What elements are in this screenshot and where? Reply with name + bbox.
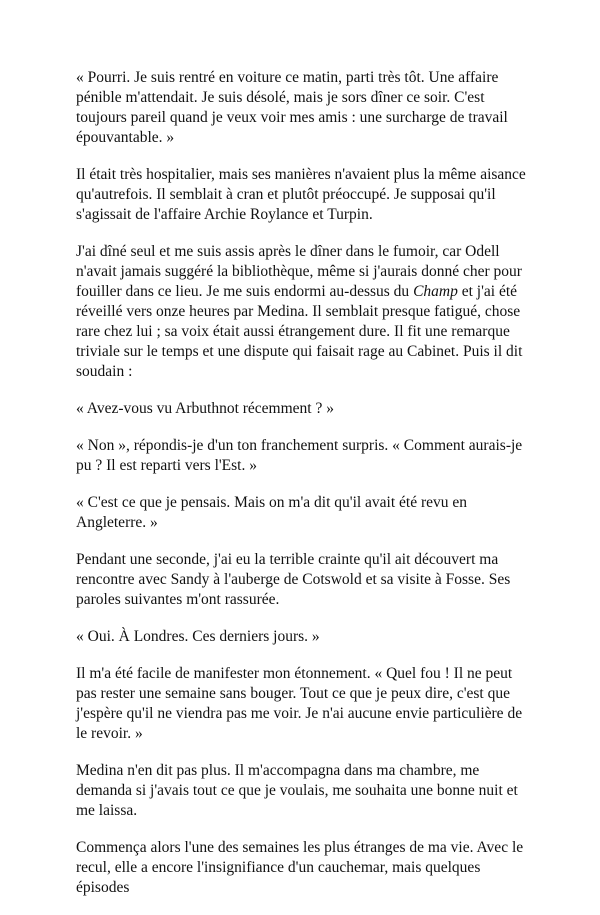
- paragraph-3: [76, 242, 536, 382]
- paragraph-3-text-after: et j'ai été réveillé vers onze heures par Medina. Il semblait presque fatigué, chose rare chez lui ; sa voix était aussi étrangement dure. Il fit une remarque triviale sur le temps et une dispute qui faisait rage au Cabinet. Puis il dit soudain :: [76, 283, 523, 380]
- paragraph-7: Pendant une seconde, j'ai eu la terrible crainte qu'il ait découvert ma rencontre avec Sandy à l'auberge de Cotswold et sa visite à Fosse. Ses paroles suivantes m'ont rassurée.: [76, 551, 511, 608]
- paragraph-1: « Pourri. Je suis rentré en voiture ce matin, parti très tôt. Une affaire pénible m'attendait. Je suis désolé, mais je sors dîner ce soir. C'est toujours pareil quand je veux voir mes amis : une surcharge de travail épouvantable. »: [76, 69, 508, 146]
- paragraph-9: Il m'a été facile de manifester mon étonnement. « Quel fou ! Il ne peut pas rester une semaine sans bouger. Tout ce que je peux dire, c'est que j'espère qu'il ne viendra pas me voir. Je n'ai aucune envie particulière de le revoir. »: [76, 665, 523, 742]
- paragraph-3-italic-title: Champ: [413, 283, 458, 300]
- paragraph-4: « Avez-vous vu Arbuthnot récemment ? »: [76, 400, 334, 417]
- paragraph-5: « Non », répondis-je d'un ton franchement surpris. « Comment aurais-je pu ? Il est reparti vers l'Est. »: [76, 437, 523, 474]
- paragraph-2: Il était très hospitalier, mais ses manières n'avaient plus la même aisance qu'autrefois. Il semblait à cran et plutôt préoccupé. Je supposai qu'il s'agissait de l'affaire Archie Roylance et Turpin.: [76, 166, 526, 223]
- paragraph-6: « C'est ce que je pensais. Mais on m'a dit qu'il avait été revu en Angleterre. »: [76, 494, 468, 531]
- paragraph-10: Medina n'en dit pas plus. Il m'accompagna dans ma chambre, me demanda si j'avais tout ce que je voulais, me souhaita une bonne nuit et me laissa.: [76, 762, 518, 819]
- paragraph-11: Commença alors l'une des semaines les plus étranges de ma vie. Avec le recul, elle a encore l'insignifiance d'un cauchemar, mais quelques épisodes: [76, 839, 524, 896]
- paragraph-8: « Oui. À Londres. Ces derniers jours. »: [76, 628, 320, 645]
- paragraph-3-text-before: J'ai dîné seul et me suis assis après le dîner dans le fumoir, car Odell n'avait jamais suggéré la bibliothèque, même si j'aurais donné cher pour fouiller dans ce lieu. Je me suis endormi au-dessus du: [76, 243, 522, 300]
- document-page: [76, 68, 536, 915]
